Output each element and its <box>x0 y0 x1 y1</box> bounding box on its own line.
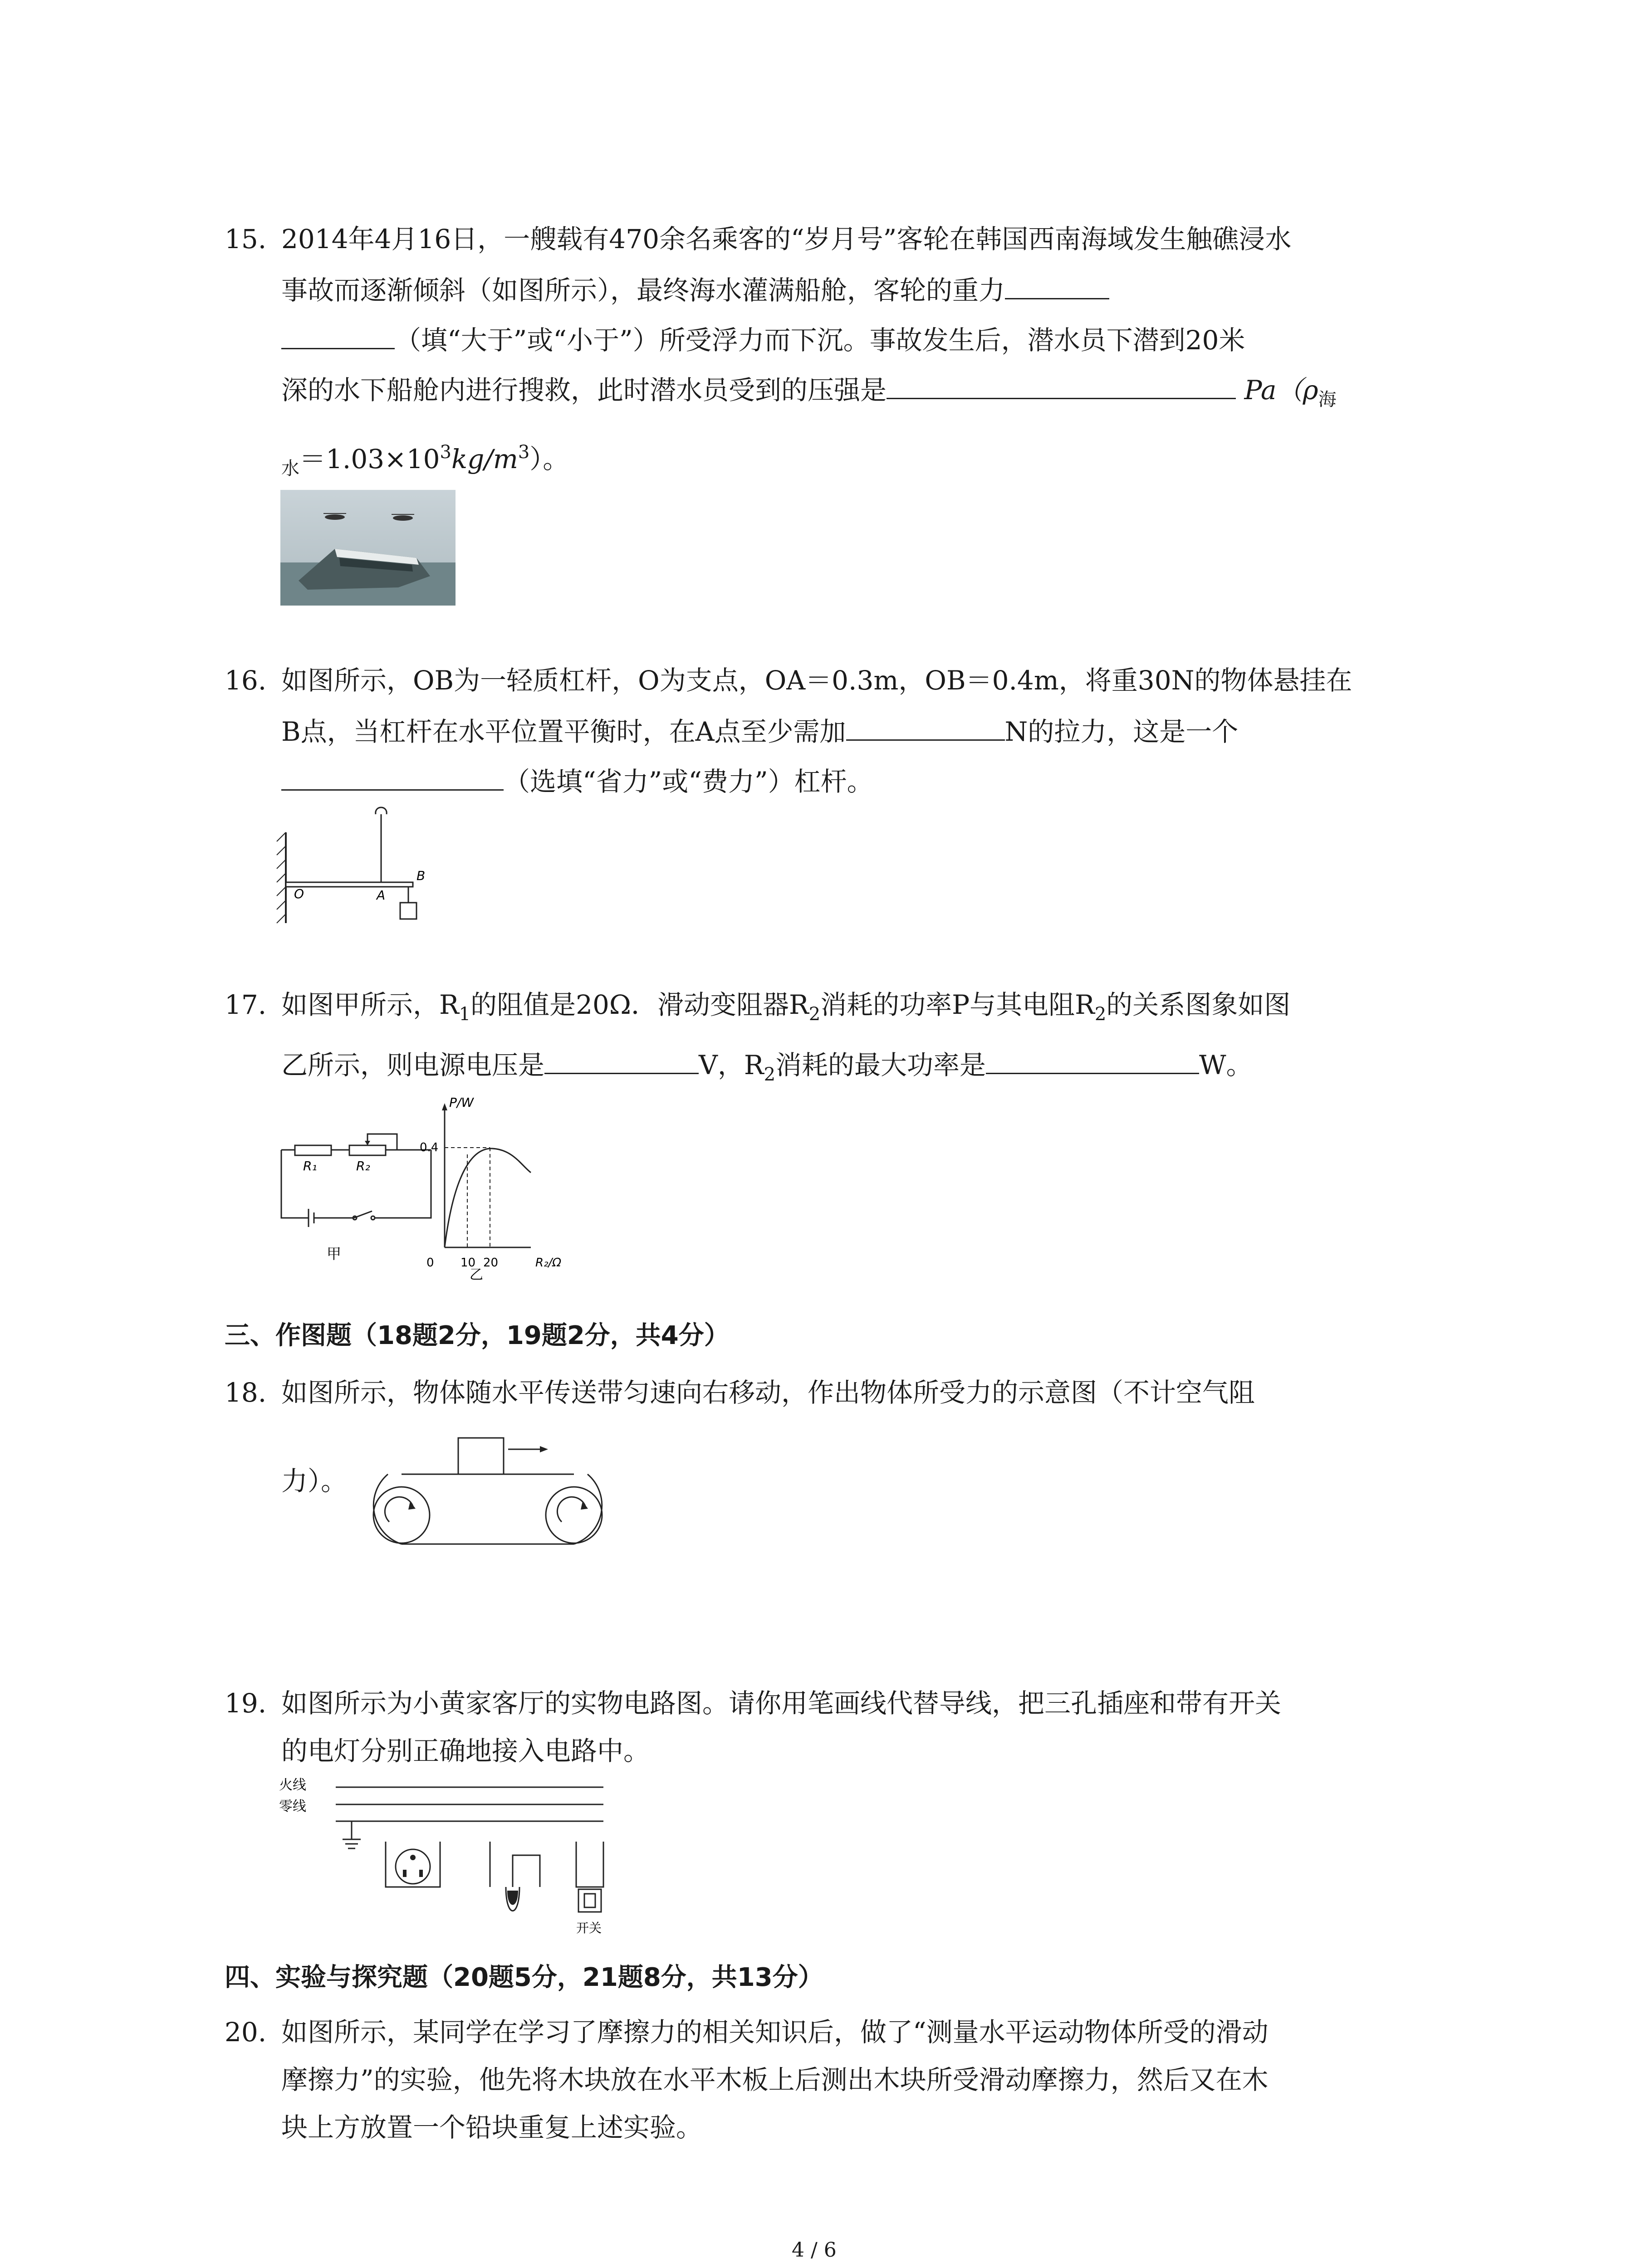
label-live-wire: 火线 <box>279 1777 306 1793</box>
q17-line-2-d: W。 <box>1199 1050 1253 1080</box>
ship-photo <box>280 490 456 606</box>
q15-line-5-end: ）。 <box>529 444 569 474</box>
circuit-label-r2: R₂ <box>356 1158 370 1173</box>
q17-sub-4: 2 <box>764 1064 776 1085</box>
graph-xlabel: R₂/Ω <box>535 1256 562 1270</box>
q17-number: 17. <box>225 989 267 1020</box>
circuit-label-r1: R₁ <box>303 1158 317 1173</box>
q17-line-2 <box>281 1046 1253 1093</box>
q15-line-1: 2014年4月16日，一艘载有470余名乘客的“岁月号”客轮在韩国西南海域发生触礁浸水 <box>281 224 1292 254</box>
q15-density-unit-exp: 3 <box>518 442 530 463</box>
page-number: 4 / 6 <box>792 2239 837 2262</box>
q15-line-3-text: （填“大于”或“小于”）所受浮力而下沉。事故发生后，潜水员下潜到20米 <box>395 325 1245 356</box>
household-circuit-diagram <box>277 1774 622 1941</box>
q17-line-1-a: 如图甲所示，R <box>281 989 459 1020</box>
q20-line-1: 如图所示，某同学在学习了摩擦力的相关知识后，做了“测量水平运动物体所受的滑动 <box>281 2017 1269 2048</box>
section-4-heading: 四、实验与探究题（20题5分，21题8分，共13分） <box>225 1963 823 1992</box>
q15-blank-1a[interactable] <box>1005 271 1109 299</box>
q17-sub-2: 2 <box>808 1004 821 1025</box>
q18-line-1: 如图所示，物体随水平传送带匀速向右移动，作出物体所受力的示意图（不计空气阻 <box>281 1377 1255 1408</box>
q15-line-3 <box>281 321 1245 358</box>
q16-line-2 <box>281 712 1238 750</box>
label-neutral-wire: 零线 <box>279 1799 306 1814</box>
circuit-caption-jia: 甲 <box>327 1245 342 1262</box>
graph-x-tick-10: 10 <box>460 1256 476 1270</box>
conveyor-belt-diagram <box>367 1429 622 1551</box>
q19-line-2: 的电灯分别正确地接入电路中。 <box>281 1735 650 1766</box>
q18-number: 18. <box>225 1377 267 1408</box>
q17-line-2-a: 乙所示，则电源电压是 <box>281 1050 545 1080</box>
q17-line-1 <box>281 987 1290 1032</box>
q16-line-2-b: N的拉力，这是一个 <box>1004 716 1239 747</box>
q19-line-1: 如图所示为小黄家客厅的实物电路图。请你用笔画线代替导线，把三孔插座和带有开关 <box>281 1688 1282 1719</box>
q16-line-2-a: B点，当杠杆在水平位置平衡时，在A点至少需加 <box>281 716 846 747</box>
graph-x-tick-0: 0 <box>426 1256 434 1270</box>
q15-density-unit: kg/m <box>451 444 518 474</box>
q15-blank-1b[interactable] <box>281 321 395 349</box>
q15-unit: Pa（ρ <box>1244 375 1318 406</box>
q16-blank-1[interactable] <box>846 712 1005 741</box>
graph-caption-yi: 乙 <box>470 1267 483 1283</box>
circuit-diagram-jia <box>272 1123 445 1268</box>
q15-line-4-text: 深的水下船舱内进行搜救，此时潜水员受到的压强是 <box>281 375 887 406</box>
q15-density-exp: 3 <box>440 442 451 463</box>
q15-number: 15. <box>225 224 267 254</box>
graph-y-tick: 0.4 <box>420 1141 439 1154</box>
q16-line-3 <box>281 762 873 800</box>
q15-blank-2[interactable] <box>887 371 1236 399</box>
q17-line-2-b: V，R <box>699 1050 764 1080</box>
q18-line-2: 力）。 <box>281 1466 348 1496</box>
lever-diagram <box>272 805 454 928</box>
graph-x-tick-20: 20 <box>483 1256 499 1270</box>
q16-line-3-text: （选填“省力”或“费力”）杠杆。 <box>504 766 873 797</box>
q17-blank-2[interactable] <box>986 1046 1199 1074</box>
power-graph-yi <box>420 1095 594 1283</box>
lever-label-b: B <box>416 868 426 883</box>
lever-label-a: A <box>377 888 386 903</box>
q17-line-1-c: 消耗的功率P与其电阻R <box>820 989 1095 1020</box>
q15-rho-sub-1: 海 <box>1318 389 1337 410</box>
q17-line-2-c: 消耗的最大功率是 <box>775 1050 986 1080</box>
q15-rho-sub-2: 水 <box>281 458 299 479</box>
q15-line-5 <box>281 434 569 487</box>
lever-label-o: O <box>294 886 304 901</box>
q17-line-1-b: 的阻值是20Ω．滑动变阻器R <box>470 989 809 1020</box>
q15-line-4 <box>281 371 1337 418</box>
q16-line-1: 如图所示，OB为一轻质杠杆，O为支点，OA＝0.3m，OB＝0.4m，将重30N的物体悬挂在 <box>281 665 1352 696</box>
q15-line-2-text: 事故而逐渐倾斜（如图所示），最终海水灌满船舱，客轮的重力 <box>281 275 1005 306</box>
q16-blank-2[interactable] <box>281 762 504 791</box>
q17-blank-1[interactable] <box>544 1046 699 1074</box>
q20-line-3: 块上方放置一个铅块重复上述实验。 <box>281 2112 703 2143</box>
q17-sub-1: 1 <box>459 1004 471 1025</box>
q17-sub-3: 2 <box>1094 1004 1107 1025</box>
q17-line-1-d: 的关系图象如图 <box>1106 989 1291 1020</box>
graph-ylabel: P/W <box>449 1095 474 1110</box>
q19-number: 19. <box>225 1688 267 1719</box>
q20-line-2: 摩擦力”的实验，他先将木块放在水平木板上后测出木块所受滑动摩擦力，然后又在木 <box>281 2064 1269 2095</box>
q15-line-2 <box>281 271 1109 308</box>
q20-number: 20. <box>225 2017 267 2048</box>
q16-number: 16. <box>225 665 267 696</box>
section-3-heading: 三、作图题（18题2分，19题2分，共4分） <box>225 1321 730 1350</box>
q15-density-value: ＝1.03×10 <box>299 444 440 474</box>
label-switch: 开关 <box>576 1921 602 1936</box>
